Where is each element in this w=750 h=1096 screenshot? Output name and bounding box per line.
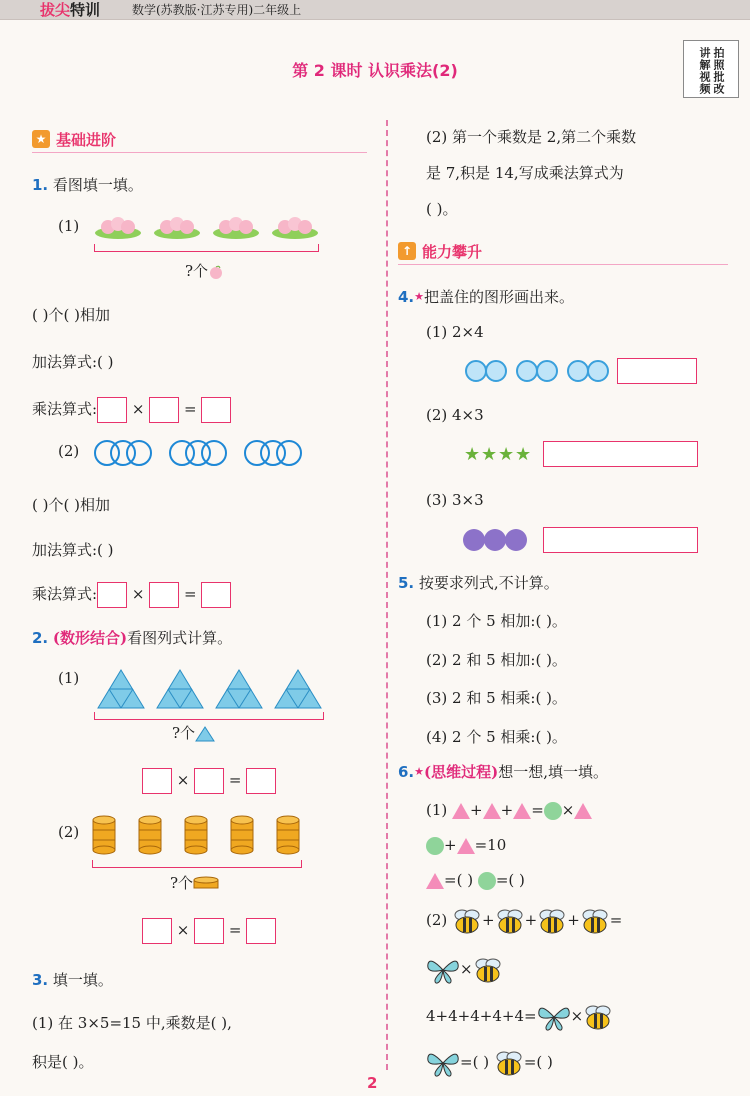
section-basic-label: 基础进阶 bbox=[56, 130, 117, 149]
draw-box[interactable] bbox=[543, 441, 698, 467]
difficulty-star-icon: ★ bbox=[414, 765, 425, 778]
answer-blank[interactable]: ( ) bbox=[508, 871, 525, 889]
equals-sign: = bbox=[183, 585, 197, 603]
smiley-icon bbox=[485, 360, 507, 382]
q5-item-2[interactable]: (2) 2 和 5 相加:( )。 bbox=[426, 651, 567, 669]
coin-icon bbox=[193, 876, 219, 892]
answer-box[interactable] bbox=[246, 768, 276, 794]
q3-heading bbox=[32, 970, 113, 990]
draw-box[interactable] bbox=[617, 358, 697, 384]
draw-box[interactable] bbox=[543, 527, 698, 553]
q3-part1b[interactable]: 积是( )。 bbox=[32, 1053, 94, 1071]
green-star-icon: ★ bbox=[481, 444, 498, 465]
section-basic-line bbox=[32, 152, 367, 153]
q6-heading bbox=[398, 762, 608, 782]
brace bbox=[94, 244, 319, 252]
equals-sign: = bbox=[228, 921, 242, 939]
q6-p2-line2 bbox=[426, 956, 503, 984]
smiley-icon bbox=[516, 360, 538, 382]
butterfly-icon bbox=[426, 1049, 460, 1077]
q5-item-1[interactable]: (1) 2 个 5 相加:( )。 bbox=[426, 612, 567, 630]
q1-count-text: ?个 bbox=[185, 262, 209, 280]
equals-sign: = bbox=[474, 836, 488, 854]
climb-icon: ↑ bbox=[398, 242, 416, 260]
q4-heading bbox=[398, 287, 574, 307]
times-sign: × bbox=[176, 921, 190, 939]
triangle-stack-icon bbox=[273, 668, 323, 710]
section-basic bbox=[32, 124, 116, 154]
equals-sign: = bbox=[460, 1053, 473, 1071]
triangle-icon bbox=[483, 803, 501, 819]
q2-count-text: ?个 bbox=[170, 874, 194, 892]
plus-sign: + bbox=[444, 836, 457, 854]
answer-box[interactable] bbox=[142, 918, 172, 944]
times-sign: × bbox=[561, 801, 575, 819]
peach-icon bbox=[208, 264, 224, 280]
coin-stack-icon bbox=[230, 815, 254, 855]
peach-plate-icon bbox=[212, 213, 260, 239]
triangle-icon bbox=[574, 803, 592, 819]
section-ability bbox=[398, 236, 482, 266]
coin-stack-icon bbox=[276, 815, 300, 855]
equals-sign: = bbox=[495, 871, 509, 889]
q5-item-3[interactable]: (3) 2 和 5 相乘:( )。 bbox=[426, 689, 567, 707]
coin-stack-icon bbox=[184, 815, 208, 855]
q6-title: 想一想,填一填。 bbox=[498, 763, 608, 781]
q1-heading bbox=[32, 175, 143, 195]
column-divider bbox=[386, 120, 388, 1070]
q5-title: 按要求列式,不计算。 bbox=[418, 574, 559, 592]
coin-stack-icon bbox=[92, 815, 116, 855]
peach-plate-icon bbox=[94, 213, 142, 239]
q2-part1-label: (1) bbox=[58, 669, 80, 687]
q1-part2-add-field[interactable]: 加法算式:( ) bbox=[32, 541, 114, 559]
answer-box[interactable] bbox=[201, 397, 231, 423]
q6-p1-line3 bbox=[426, 870, 525, 890]
q4-part3-label: (3) 3×3 bbox=[426, 491, 484, 509]
q4-part1-label: (1) 2×4 bbox=[426, 323, 484, 341]
q1-mul-label: 乘法算式: bbox=[32, 585, 98, 603]
smiley-icon bbox=[465, 360, 487, 382]
q2-part1-eq bbox=[142, 768, 276, 794]
peach-plate-icon bbox=[153, 213, 201, 239]
triangle-stack-icon bbox=[155, 668, 205, 710]
q6-p1-line2 bbox=[426, 835, 506, 855]
bee-icon bbox=[537, 908, 567, 934]
triangle-icon bbox=[195, 726, 215, 742]
q1-part2-blank[interactable]: ( )个( )相加 bbox=[32, 496, 110, 514]
circle-icon bbox=[426, 837, 444, 855]
bee-icon bbox=[494, 1050, 524, 1076]
triangle-icon bbox=[513, 803, 531, 819]
q1-part1-blank[interactable]: ( )个( )相加 bbox=[32, 306, 110, 324]
times-sign: × bbox=[131, 400, 145, 418]
smiley-icon bbox=[587, 360, 609, 382]
q2-count-label-1 bbox=[172, 723, 215, 743]
q3-part2-answer[interactable]: ( )。 bbox=[426, 200, 458, 218]
ring-icon bbox=[276, 440, 302, 466]
q6-p2-line4 bbox=[426, 1049, 553, 1077]
smiley-icon bbox=[536, 360, 558, 382]
section-ability-line bbox=[398, 264, 728, 265]
q6-p2-line3 bbox=[426, 1003, 613, 1031]
plus-sign: + bbox=[482, 911, 495, 929]
q1-part2-mul-row bbox=[32, 582, 231, 608]
green-star-icon: ★ bbox=[498, 444, 515, 465]
brace bbox=[94, 712, 324, 720]
q5-item-4[interactable]: (4) 2 个 5 相乘:( )。 bbox=[426, 728, 567, 746]
answer-box[interactable] bbox=[142, 768, 172, 794]
ring-icon bbox=[126, 440, 152, 466]
lesson-title: 第 2 课时 认识乘法(2) bbox=[292, 61, 458, 80]
brand-part-b: 特训 bbox=[70, 1, 101, 19]
q1-part1-label: (1) bbox=[58, 217, 80, 235]
triangle-icon bbox=[426, 873, 444, 889]
q5-heading bbox=[398, 573, 559, 593]
answer-blank[interactable]: ( ) bbox=[536, 1053, 553, 1071]
q3-part2-line2: 是 7,积是 14,写成乘法算式为 bbox=[426, 164, 624, 182]
answer-box[interactable] bbox=[194, 768, 224, 794]
q6-tag: (思维过程) bbox=[424, 763, 499, 781]
q2-part2-eq bbox=[142, 918, 276, 944]
green-star-icon: ★ bbox=[464, 444, 481, 465]
equals-sign: = bbox=[228, 771, 242, 789]
purple-circle-icon bbox=[484, 529, 506, 551]
runner-icon: ★ bbox=[32, 130, 50, 148]
purple-circle-icon bbox=[463, 529, 485, 551]
video-qr-box[interactable] bbox=[683, 40, 739, 98]
q3-part2-line1: (2) 第一个乘数是 2,第二个乘数 bbox=[426, 128, 637, 146]
answer-box[interactable] bbox=[97, 582, 127, 608]
answer-box[interactable] bbox=[201, 582, 231, 608]
book-subtitle: 数学(苏教版·江苏专用)二年级上 bbox=[132, 3, 302, 17]
answer-box[interactable] bbox=[246, 918, 276, 944]
q3-title: 填一填。 bbox=[52, 971, 113, 989]
q6-p1-line1 bbox=[426, 800, 592, 820]
butterfly-icon bbox=[537, 1003, 571, 1031]
bee-icon bbox=[452, 908, 482, 934]
equals-sign: = bbox=[183, 400, 197, 418]
q1-part2-label: (2) bbox=[58, 442, 80, 460]
q1-number: 1. bbox=[32, 176, 49, 194]
q1-mul-label: 乘法算式: bbox=[32, 400, 98, 418]
smiley-icon bbox=[567, 360, 589, 382]
page-number: 2 bbox=[367, 1074, 378, 1092]
equals-sign: = bbox=[531, 801, 544, 819]
q3-part1[interactable]: (1) 在 3×5=15 中,乘数是( ), bbox=[32, 1014, 232, 1032]
sum-expression: 4+4+4+4+4= bbox=[426, 1007, 537, 1025]
equals-sign: = bbox=[444, 871, 457, 889]
q2-part2-label: (2) bbox=[58, 823, 80, 841]
plus-sign: + bbox=[470, 801, 483, 819]
equals-sign: = bbox=[609, 911, 623, 929]
times-sign: × bbox=[460, 960, 473, 978]
times-sign: × bbox=[570, 1007, 584, 1025]
q4-title: 把盖住的图形画出来。 bbox=[424, 288, 575, 306]
q6-number: 6. bbox=[398, 763, 415, 781]
q2-tag: (数形结合) bbox=[52, 629, 128, 647]
answer-blank[interactable]: ( ) bbox=[456, 871, 474, 889]
q1-part1-mul-row bbox=[32, 397, 231, 423]
bee-icon bbox=[580, 908, 610, 934]
green-star-icon: ★ bbox=[515, 444, 532, 465]
plus-sign: + bbox=[524, 911, 538, 929]
q6-p2-line1 bbox=[426, 908, 622, 934]
q2-number: 2. bbox=[32, 629, 49, 647]
purple-circle-icon bbox=[505, 529, 527, 551]
triangle-stack-icon bbox=[96, 668, 146, 710]
triangle-stack-icon bbox=[214, 668, 264, 710]
q2-count-text: ?个 bbox=[172, 724, 196, 742]
brand-part-a: 拔尖 bbox=[40, 1, 71, 19]
answer-box[interactable] bbox=[149, 582, 179, 608]
difficulty-star-icon: ★ bbox=[414, 290, 425, 303]
circle-icon bbox=[478, 872, 496, 890]
q5-number: 5. bbox=[398, 574, 415, 592]
q1-title: 看图填一填。 bbox=[52, 176, 143, 194]
q6-part2-label: (2) bbox=[426, 911, 448, 929]
answer-box[interactable] bbox=[149, 397, 179, 423]
q2-heading bbox=[32, 628, 232, 648]
answer-blank[interactable]: ( ) bbox=[472, 1053, 490, 1071]
q4-number: 4. bbox=[398, 288, 415, 306]
times-sign: × bbox=[131, 585, 145, 603]
q1-part1-add-field[interactable]: 加法算式:( ) bbox=[32, 353, 114, 371]
answer-box[interactable] bbox=[97, 397, 127, 423]
bee-icon bbox=[583, 1004, 613, 1030]
brand-logo bbox=[40, 0, 100, 20]
q3-number: 3. bbox=[32, 971, 49, 989]
times-sign: × bbox=[176, 771, 190, 789]
brace bbox=[92, 860, 302, 868]
triangle-icon bbox=[452, 803, 470, 819]
header-bar bbox=[0, 0, 750, 20]
bee-icon bbox=[473, 957, 503, 983]
section-ability-label: 能力攀升 bbox=[422, 242, 483, 261]
video-box-text-2: 讲解视频 bbox=[698, 47, 711, 95]
value-ten: 10 bbox=[487, 836, 507, 854]
q1-count-label bbox=[185, 261, 224, 281]
q6-part1-label: (1) bbox=[426, 801, 448, 819]
plus-sign: + bbox=[500, 801, 514, 819]
circle-icon bbox=[544, 802, 562, 820]
plus-sign: + bbox=[567, 911, 580, 929]
ring-icon bbox=[201, 440, 227, 466]
peach-plate-icon bbox=[271, 213, 319, 239]
coin-stack-icon bbox=[138, 815, 162, 855]
equals-sign: = bbox=[523, 1053, 537, 1071]
q2-count-label-2 bbox=[170, 873, 219, 893]
q2-title: 看图列式计算。 bbox=[127, 629, 233, 647]
video-box-text-1: 拍照批改 bbox=[712, 47, 725, 95]
bee-icon bbox=[495, 908, 525, 934]
butterfly-icon bbox=[426, 956, 460, 984]
answer-box[interactable] bbox=[194, 918, 224, 944]
q4-part2-label: (2) 4×3 bbox=[426, 406, 484, 424]
triangle-icon bbox=[457, 838, 475, 854]
